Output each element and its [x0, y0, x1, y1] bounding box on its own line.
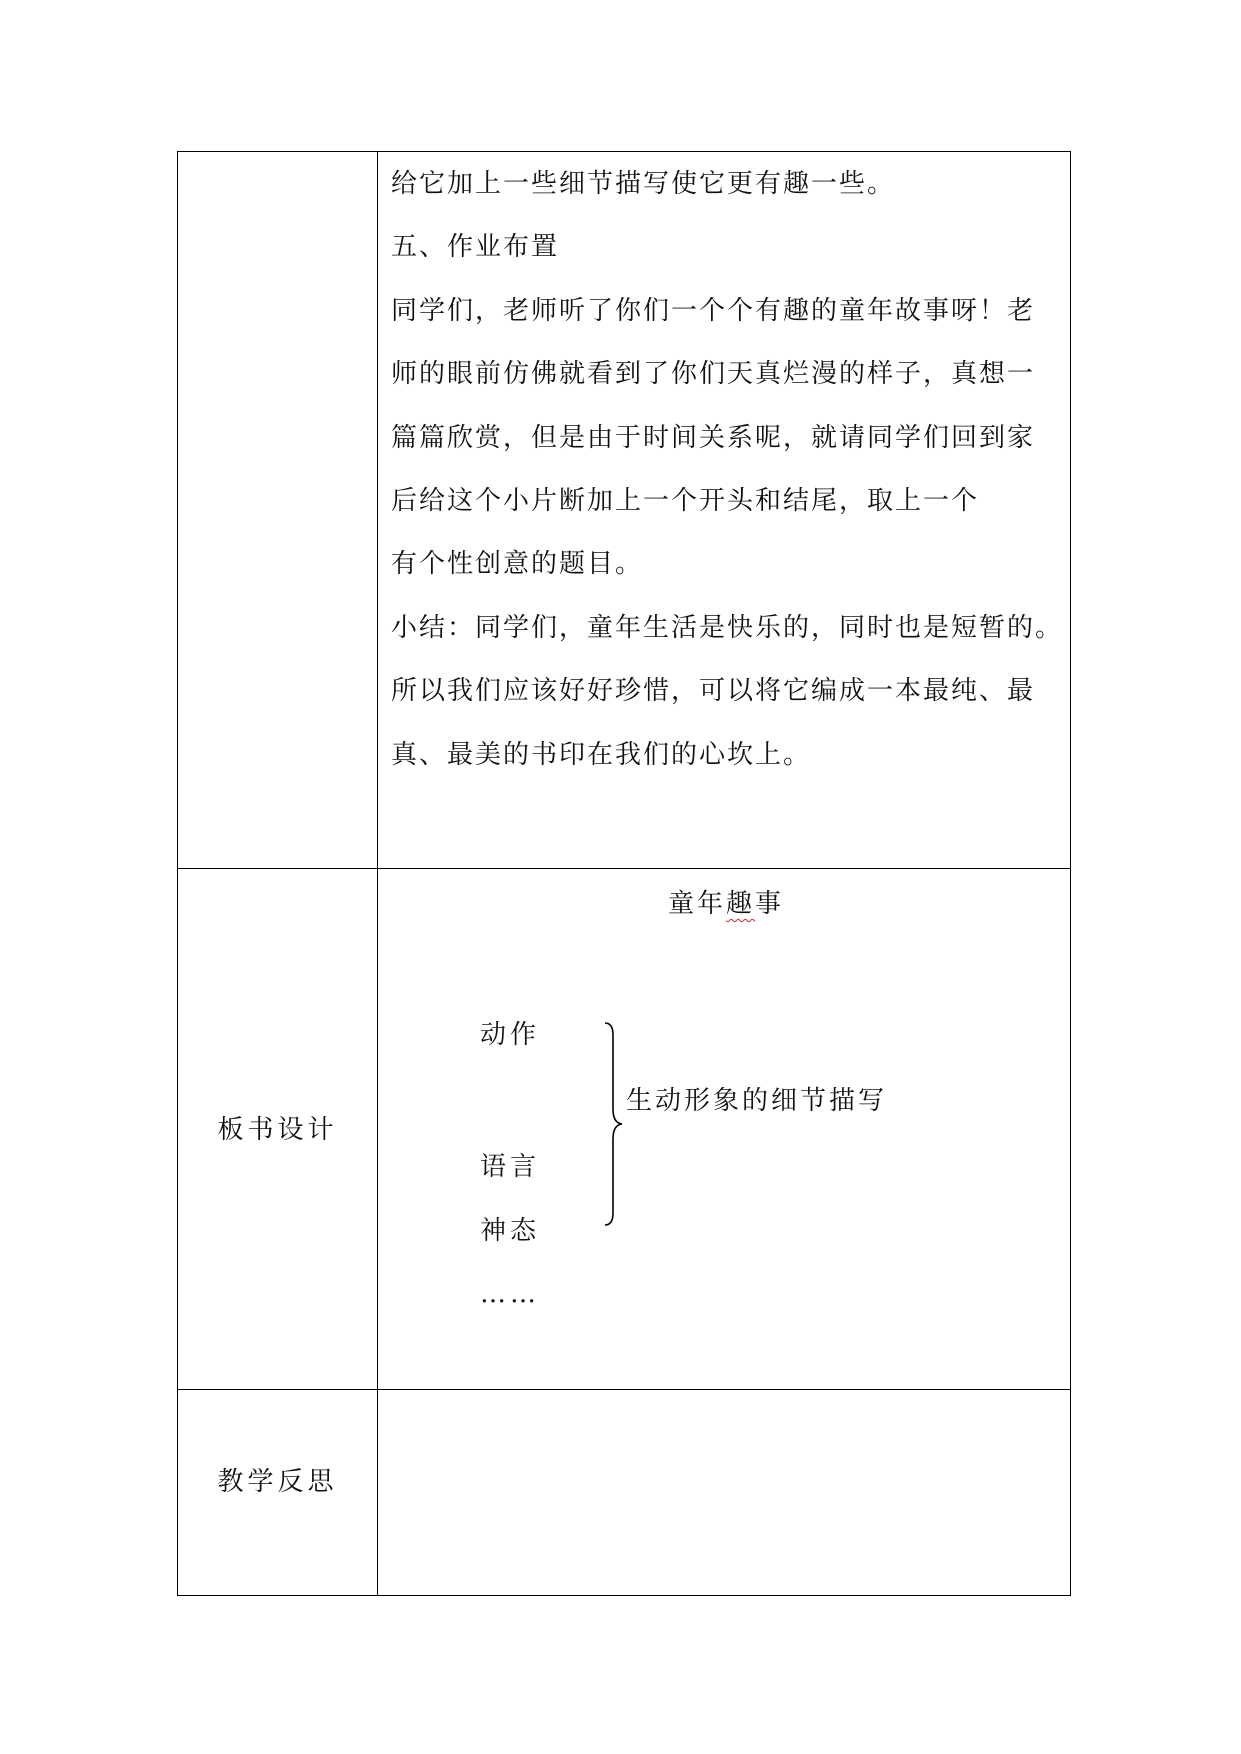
- curly-brace-icon: [603, 1021, 627, 1227]
- lesson-text-line: 篇篇欣赏，但是由于时间关系呢，就请同学们回到家: [391, 423, 1036, 453]
- summary-text-line: 所以我们应该好好珍惜，可以将它编成一本最纯、最: [391, 676, 1036, 706]
- board-design-label: 板书设计: [217, 1115, 338, 1145]
- summary-text-line: 真、最美的书印在我们的心坎上。: [391, 740, 812, 770]
- lesson-text-line: 师的眼前仿佛就看到了你们天真烂漫的样子，真想一: [391, 359, 1036, 389]
- board-item-action: 动作: [480, 1020, 541, 1050]
- lesson-text-line: 给它加上一些细节描写使它更有趣一些。: [391, 169, 896, 199]
- column-divider: [377, 152, 378, 1595]
- board-title-suffix: 事: [755, 889, 785, 919]
- row-divider-reflection: [178, 1389, 1070, 1390]
- reflection-label: 教学反思: [217, 1467, 338, 1497]
- lesson-text-line: 后给这个小片断加上一个开头和结尾，取上一个: [391, 486, 980, 516]
- lesson-text-line: 同学们，老师听了你们一个个有趣的童年故事呀！老: [391, 296, 1036, 326]
- board-summary: 生动形象的细节描写: [626, 1086, 888, 1116]
- summary-text-line: 小结：同学们，童年生活是快乐的，同时也是短暂的。: [391, 613, 1064, 643]
- homework-heading: 五、作业布置: [391, 232, 560, 262]
- lesson-text-line: 有个性创意的题目。: [391, 549, 644, 579]
- board-item-language: 语言: [480, 1152, 541, 1182]
- lesson-plan-table: [177, 151, 1071, 1596]
- board-title-prefix: 童年: [668, 889, 727, 919]
- board-title-marked: 趣: [726, 889, 756, 919]
- board-item-expression: 神态: [480, 1216, 541, 1246]
- row-divider-board: [178, 868, 1070, 869]
- board-title: [668, 887, 784, 921]
- board-item-ellipsis: ……: [480, 1279, 540, 1309]
